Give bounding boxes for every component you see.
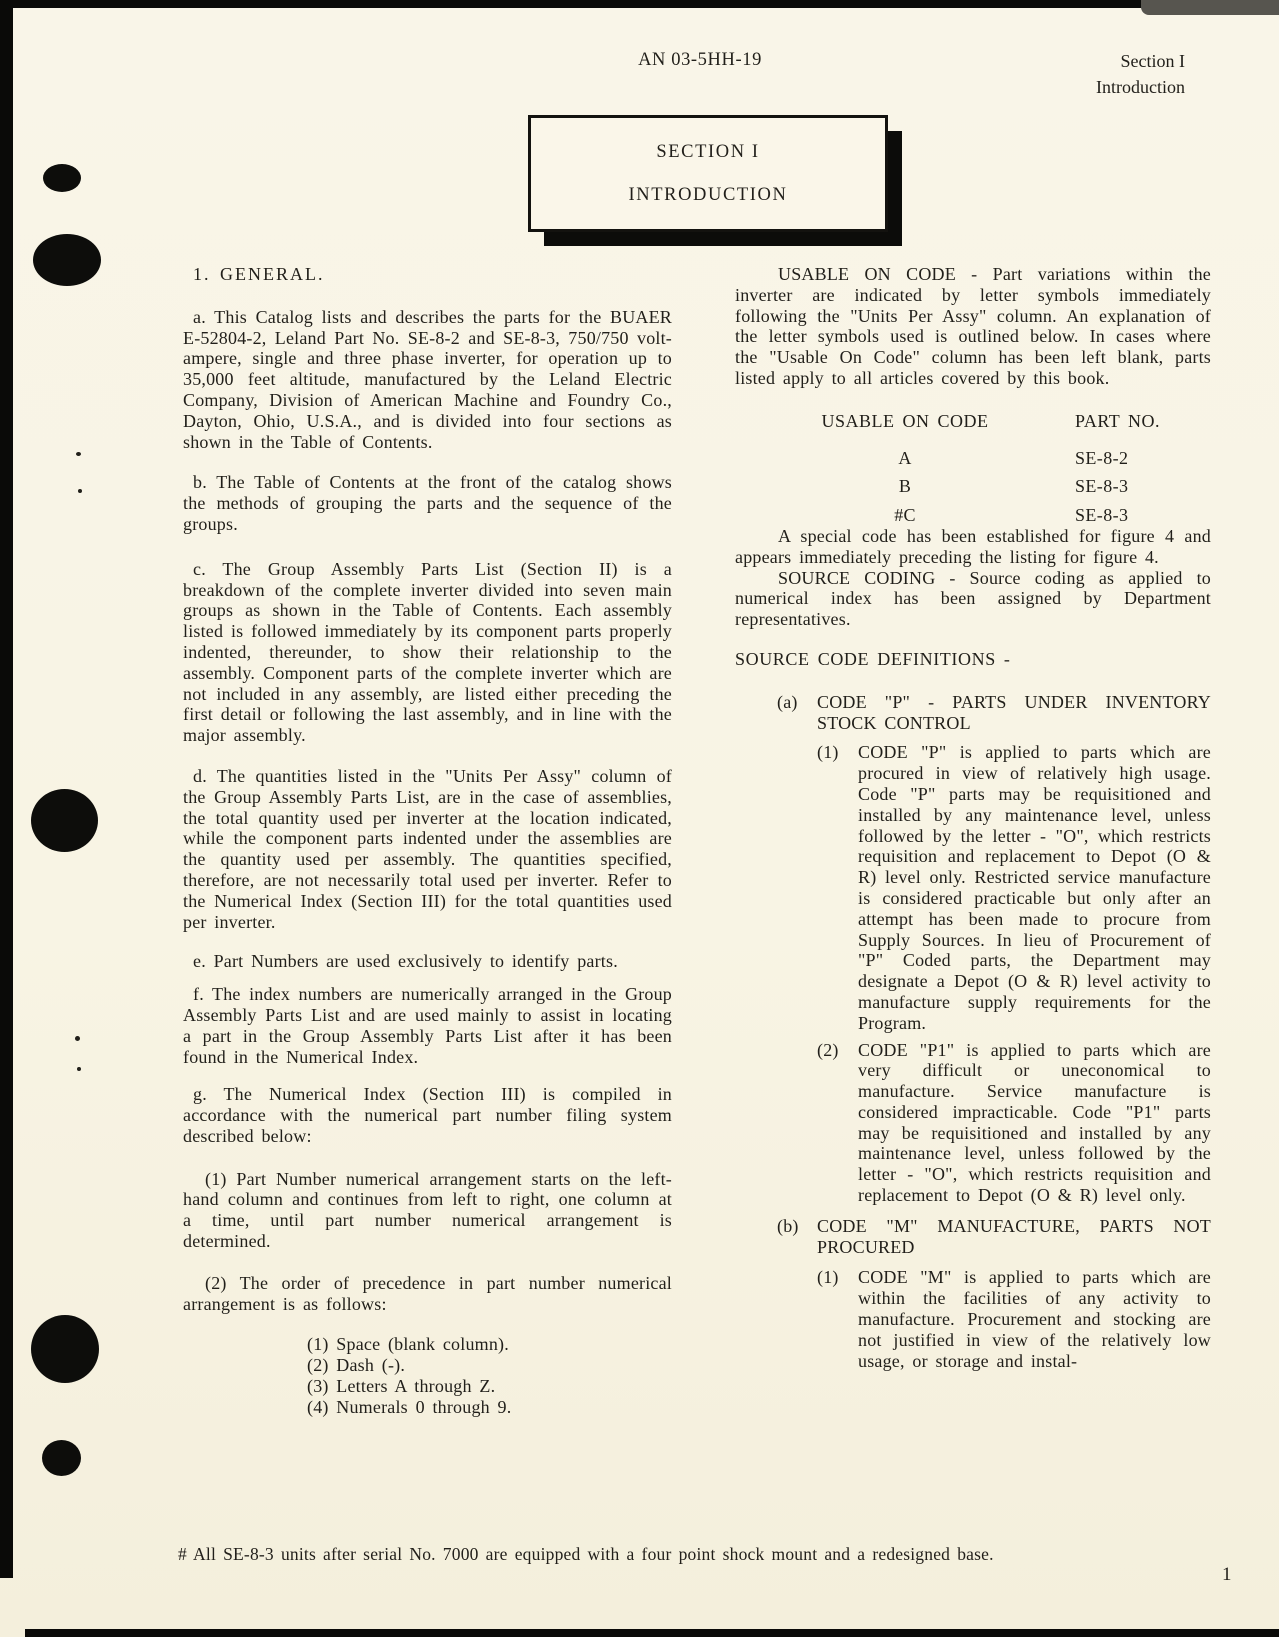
list-item: (4) Numerals 0 through 9. <box>307 1396 512 1417</box>
binder-hole <box>43 164 81 192</box>
subitem-text: CODE "P1" is applied to parts which are very difficult or uneconomical to manufacture. Service manufacture is considered impracticable. Code "P1" parts may be requisitioned and installed by any maintenance level, unless followed by the letter - "O", which restricts requisition and replacement to Depot (O & R) level only. <box>858 1039 1211 1206</box>
ink-speck <box>78 489 82 493</box>
table-row <box>735 448 1211 469</box>
section-label: Section I <box>1120 51 1185 71</box>
usable-on-code-value: #C <box>894 505 916 526</box>
definition-heading: CODE "P" - PARTS UNDER INVENTORY STOCK CONTROL <box>817 691 1211 733</box>
paragraph-a: a. This Catalog lists and describes the parts for the BUAER E-52804-2, Leland Part No. SE-8-2 and SE-8-3, 750/750 volt-ampere, single and three phase inverter, for operation up to 35,000 feet altitude, manufactured by the Leland Electric Company, Division of American Machine and Foundry Co., Dayton, Ohio, U.S.A., and is divided into four sections as shown in the Table of Contents. <box>183 306 672 452</box>
list-item: (3) Letters A through Z. <box>307 1376 496 1397</box>
source-code-definitions-heading: SOURCE CODE DEFINITIONS - <box>735 648 1011 669</box>
usable-on-code-table <box>735 411 1211 526</box>
subitem-label: (1) <box>817 1267 839 1288</box>
section-title-box <box>528 115 888 232</box>
footnote: # All SE-8-3 units after serial No. 7000 are equipped with a four point shock mount and a redesigned base. <box>178 1544 994 1564</box>
usable-on-code-paragraph: USABLE ON CODE - Part variations within the inverter are indicated by letter symbols immediately following the "Units Per Assy" column. An explanation of the letter symbols used is outlined below. In cases where the "Usable On Code" column has been left blank, parts listed apply to all articles covered by this book. <box>735 264 1211 388</box>
list-item: (2) Dash (-). <box>307 1355 406 1376</box>
precedence-list <box>307 1334 672 1417</box>
table-row <box>735 505 1211 526</box>
binder-hole <box>33 234 101 286</box>
special-code-paragraph: A special code has been established for figure 4 and appears immediately preceding the listing for figure 4. <box>735 525 1211 567</box>
paragraph-b: b. The Table of Contents at the front of the catalog shows the methods of grouping the parts and the sequence of the groups. <box>183 472 672 534</box>
binder-hole <box>31 1315 99 1383</box>
subitem-text: CODE "P" is applied to parts which are procured in view of relatively high usage. Code "P" parts may be requisitioned and installed by any maintenance level, unless followed by the letter - "O", which restricts requisition and replacement to Depot (O & R) level only. Restricted service manufacture is considered practicable but only after an attempt has been made to procure from Supply Sources. In lieu of Procurement of "P" Coded parts, the Department may designate a Depot (O & R) level activity to manufacture supply requirements for the Program. <box>858 742 1211 1033</box>
usable-on-code-value: A <box>898 447 912 468</box>
binder-hole <box>31 789 98 852</box>
subitem-text: CODE "M" is applied to parts which are within the facilities of any activity to manufacture. Procurement and stocking are not justified in view of the relatively low usage, or storage and instal- <box>858 1267 1211 1371</box>
doc-number: AN 03-5HH-19 <box>638 50 762 70</box>
ink-speck <box>77 1067 81 1071</box>
binder-hole <box>42 1440 81 1476</box>
page-number: 1 <box>1222 1564 1232 1585</box>
list-item: (1) Space (blank column). <box>307 1334 509 1355</box>
table-header-row <box>735 411 1211 432</box>
section-title: SECTION I <box>656 141 760 162</box>
definition-subitem <box>735 1040 1211 1206</box>
scan-corner-shadow <box>1141 0 1279 15</box>
section-name: Introduction <box>1096 77 1185 97</box>
definition-subitem <box>735 1267 1211 1371</box>
scan-edge-top <box>0 0 1279 8</box>
ink-speck <box>75 1036 80 1041</box>
definition-label: (b) <box>777 1215 799 1236</box>
part-no-value: SE-8-3 <box>1075 476 1129 497</box>
paragraph-g: g. The Numerical Index (Section III) is compiled in accordance with the numerical part number filing system described below: <box>183 1084 672 1146</box>
scan-edge-bottom <box>25 1629 1279 1637</box>
numbered-paragraph-1: (1) Part Number numerical arrangement starts on the left-hand column and continues from left to right, one column at a time, until part number numerical arrangement is determined. <box>183 1168 672 1252</box>
definition-item-b <box>735 1216 1211 1258</box>
section-subtitle: INTRODUCTION <box>628 184 788 205</box>
definition-item-a <box>735 692 1211 734</box>
running-header <box>1096 48 1185 100</box>
table-body <box>735 448 1211 526</box>
definition-subitem <box>735 742 1211 1033</box>
usable-on-code-value: B <box>898 476 912 497</box>
numbered-paragraph-2: (2) The order of precedence in part number numerical arrangement is as follows: <box>183 1272 672 1314</box>
left-column <box>183 264 672 1418</box>
paragraph-d: d. The quantities listed in the "Units Per Assy" column of the Group Assembly Parts List, are in the case of assemblies, the total quantity used per inverter at the location indicated, while the component parts indented under the assemblies are the quantity used per assembly. The quantities specified, therefore, are not necessarily total used per inverter. Refer to the Numerical Index (Section III) for the total quantities used per inverter. <box>183 765 672 932</box>
part-no-value: SE-8-3 <box>1075 505 1129 526</box>
source-coding-paragraph: SOURCE CODING - Source coding as applied to numerical index has been assigned by Department representatives. <box>735 567 1211 630</box>
subitem-label: (2) <box>817 1039 839 1060</box>
part-no-value: SE-8-2 <box>1075 447 1129 468</box>
scan-edge-left <box>0 0 13 1578</box>
definition-heading: CODE "M" MANUFACTURE, PARTS NOT PROCURED <box>817 1215 1211 1257</box>
definition-label: (a) <box>777 691 798 712</box>
ink-speck <box>76 452 81 456</box>
right-column <box>735 264 1211 1371</box>
paragraph-c: c. The Group Assembly Parts List (Section II) is a breakdown of the complete inverter divided into seven main groups as shown in the Table of Contents. Each assembly listed is followed immediately by its component parts properly indented, thereunder, to show their relationship to the assembly. Component parts of the complete inverter which are not included in any assembly, are listed either preceding the first detail or following the last assembly, and in line with the major assembly. <box>183 558 672 746</box>
table-header-usable-on-code: USABLE ON CODE <box>821 410 989 431</box>
table-header-part-no: PART NO. <box>1075 410 1160 431</box>
subitem-label: (1) <box>817 742 839 763</box>
paragraph-f: f. The index numbers are numerically arranged in the Group Assembly Parts List and are used mainly to assist in locating a part in the Group Assembly Parts List after it has been found in the Numerical Index. <box>183 984 672 1067</box>
paragraph-e: e. Part Numbers are used exclusively to identify parts. <box>193 951 618 972</box>
table-row <box>735 476 1211 497</box>
general-heading: 1. GENERAL. <box>193 264 325 284</box>
